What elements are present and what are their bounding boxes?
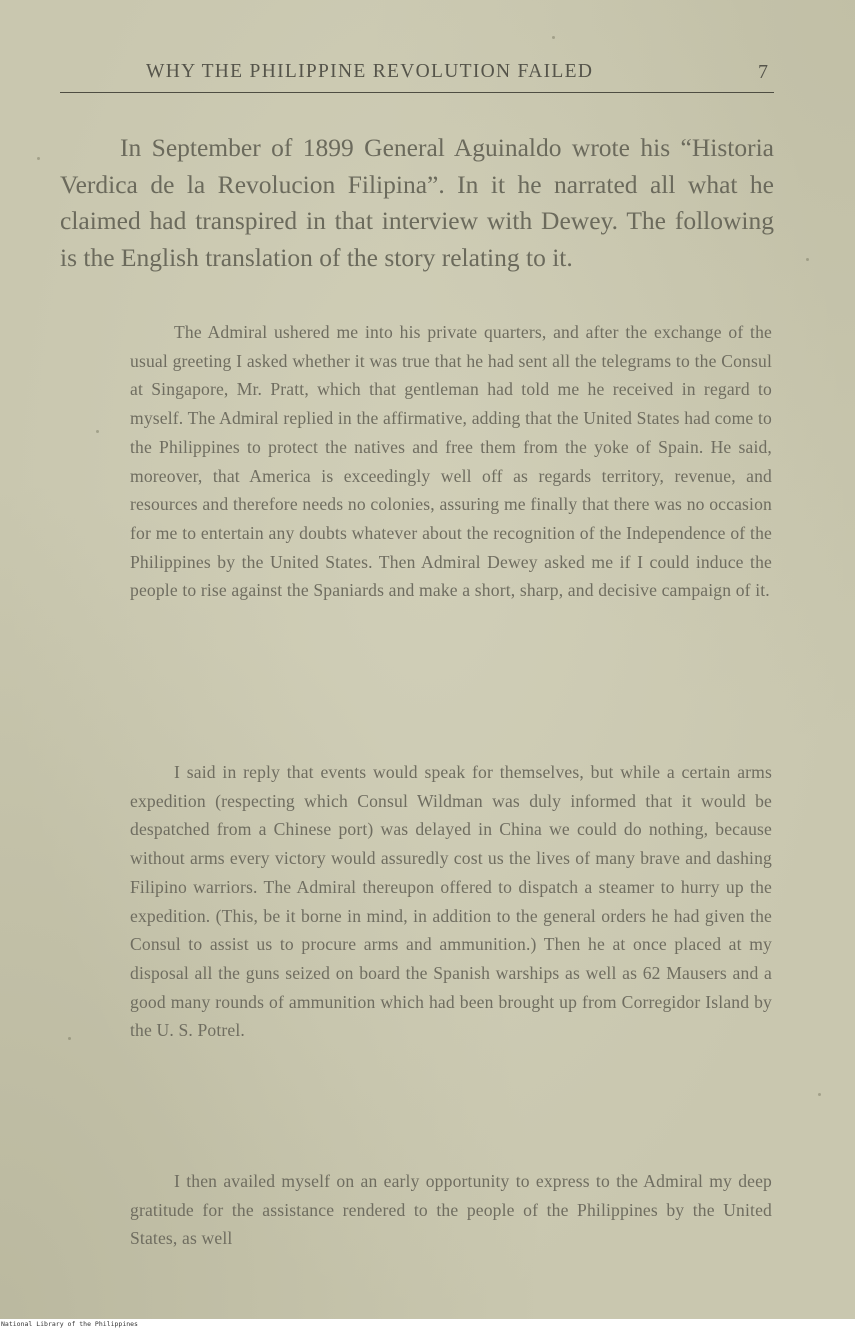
- quote-paragraph-2: I said in reply that events would speak for themselves, but while a certain arms expedition (respecting which Consul Wildman was duly informed that it would be despatched from a Chinese port) was delayed in China we could do nothing, because without arms every victory would assuredly cost us the lives of many brave and dashing Filipino warriors. The Admiral thereupon offered to dispatch a steamer to hurry up the expedition. (This, be it borne in mind, in addition to the general orders he had given the Consul to assist us to procure arms and ammunition.) Then he at once placed at my disposal all the guns seized on board the Spanish warships as well as 62 Mausers and a good many rounds of ammunition which had been brought up from Corregidor Island by the U. S. Potrel.: [130, 762, 772, 1041]
- quote-paragraph-1: The Admiral ushered me into his private quarters, and after the exchange of the usual greeting I asked whether it was true that he had sent all the telegrams to the Consul at Singapore, Mr. Pratt, which that gentleman had told me he received in regard to myself. The Admiral replied in the affirmative, adding that the United States had come to the Philippines to protect the natives and free them from the yoke of Spain. He said, moreover, that America is exceedingly well off as regards territory, revenue, and resources and therefore needs no colonies, assuring me finally that there was no occasion for me to entertain any doubts whatever about the recognition of the Independence of the Philippines by the United States. Then Admiral Dewey asked me if I could induce the people to rise against the Spaniards and make a short, sharp, and decisive campaign of it.: [130, 322, 772, 601]
- paper-speck: [96, 430, 99, 433]
- paper-speck: [552, 36, 555, 39]
- running-header: [60, 58, 774, 93]
- paper-speck: [68, 1037, 71, 1040]
- running-title: WHY THE PHILIPPINE REVOLUTION FAILED: [146, 61, 594, 82]
- intro-paragraph: In September of 1899 General Aguinaldo wrote his “Historia Verdica de la Revolucion Filipina”. In it he narrated all what he claimed had transpired in that interview with Dewey. The following is the English translation of the story relating to it.: [60, 133, 774, 272]
- paper-speck: [37, 157, 40, 160]
- paper-speck: [818, 1093, 821, 1096]
- library-credit: National Library of the Philippines: [1, 1320, 138, 1328]
- paper-speck: [806, 258, 809, 261]
- quote-paragraph-3: I then availed myself on an early opportunity to express to the Admiral my deep gratitude for the assistance rendered to the people of the Philippines by the United States, as well: [130, 1171, 772, 1249]
- page-number: 7: [758, 61, 768, 83]
